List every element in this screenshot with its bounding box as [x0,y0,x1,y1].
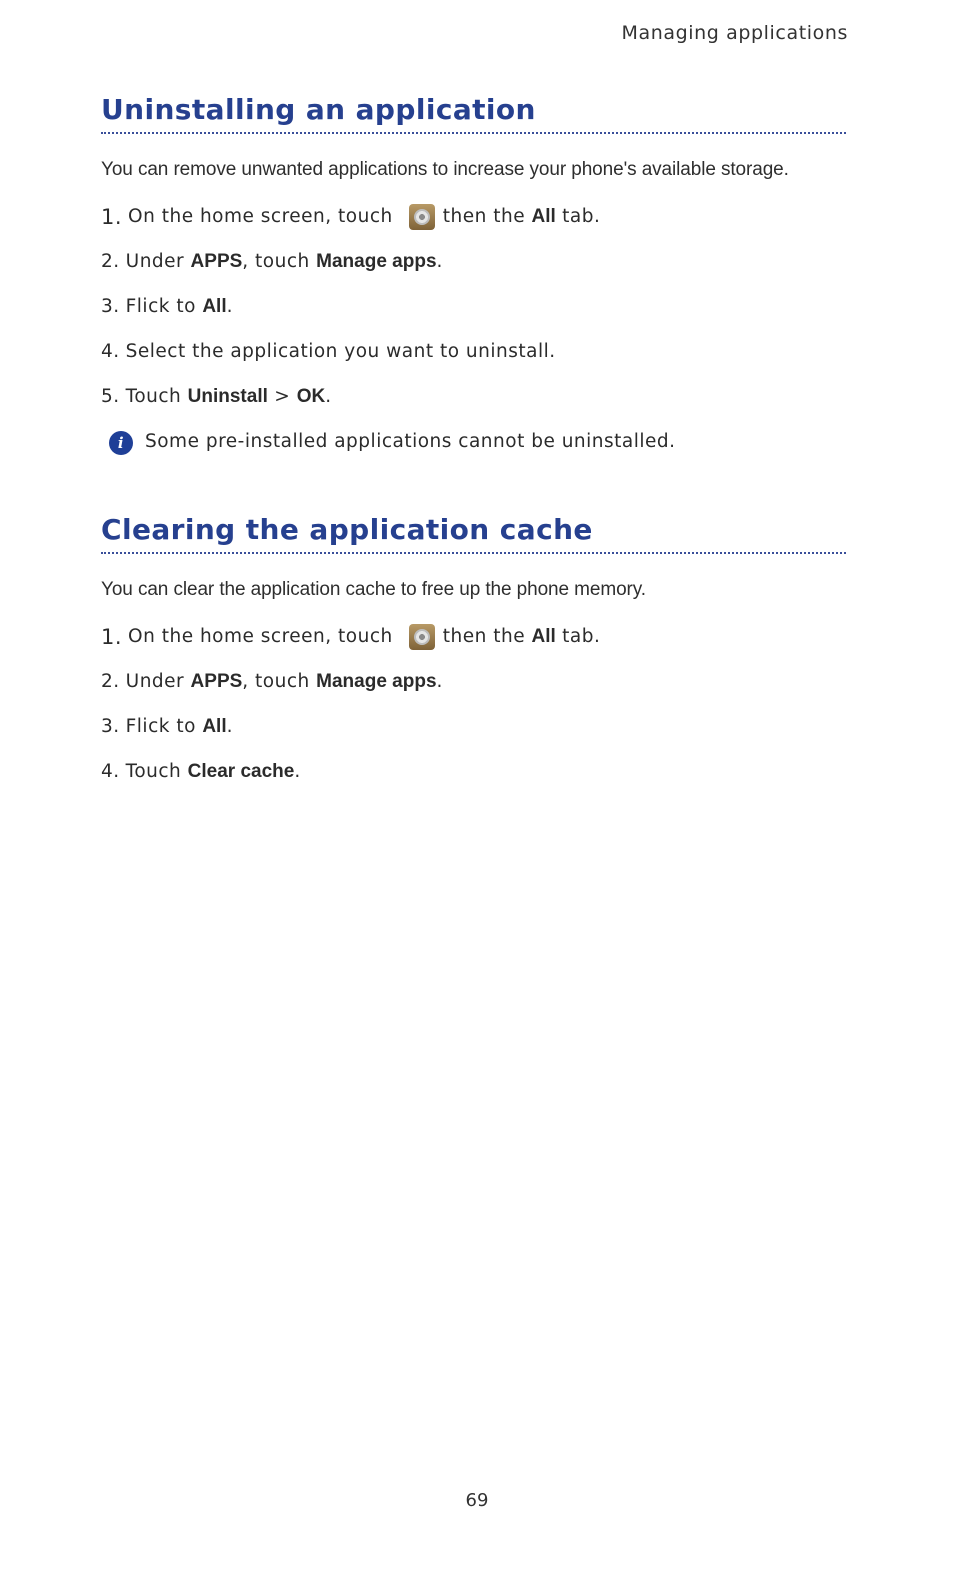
note-text: Some pre-installed applications cannot be uninstalled. [145,430,676,452]
section-title: Clearing the application cache [101,513,593,546]
step-item: 2. Under APPS , touch Manage apps . [101,671,443,692]
dotted-divider [101,552,846,554]
step-item: 2. Under APPS , touch Manage apps . [101,251,443,272]
settings-gear-icon [409,624,435,650]
steps-list [101,624,846,785]
step-item: 4. Touch Clear cache . [101,761,301,782]
steps-list [101,204,846,410]
step-item: 3. Flick to All . [101,296,233,317]
step-item: 1. On the home screen, touch then the All tab. [101,205,601,229]
section-intro: You can clear the application cache to free up the phone memory. [101,579,646,600]
step-item: 3. Flick to All . [101,716,233,737]
section-clear-cache [101,510,846,804]
section-intro: You can remove unwanted applications to increase your phone's available storage. [101,159,789,180]
note [101,427,846,455]
settings-gear-icon [409,204,435,230]
dotted-divider [101,132,846,134]
running-header: Managing applications [621,22,848,44]
step-item: 5. Touch Uninstall > OK . [101,386,332,407]
section-title: Uninstalling an application [101,93,536,126]
section-uninstall [101,90,846,455]
info-icon: i [109,431,133,455]
step-item: 4. Select the application you want to uninstall. [101,341,556,362]
page-number: 69 [465,1490,489,1511]
step-item: 1. On the home screen, touch then the All tab. [101,625,601,649]
